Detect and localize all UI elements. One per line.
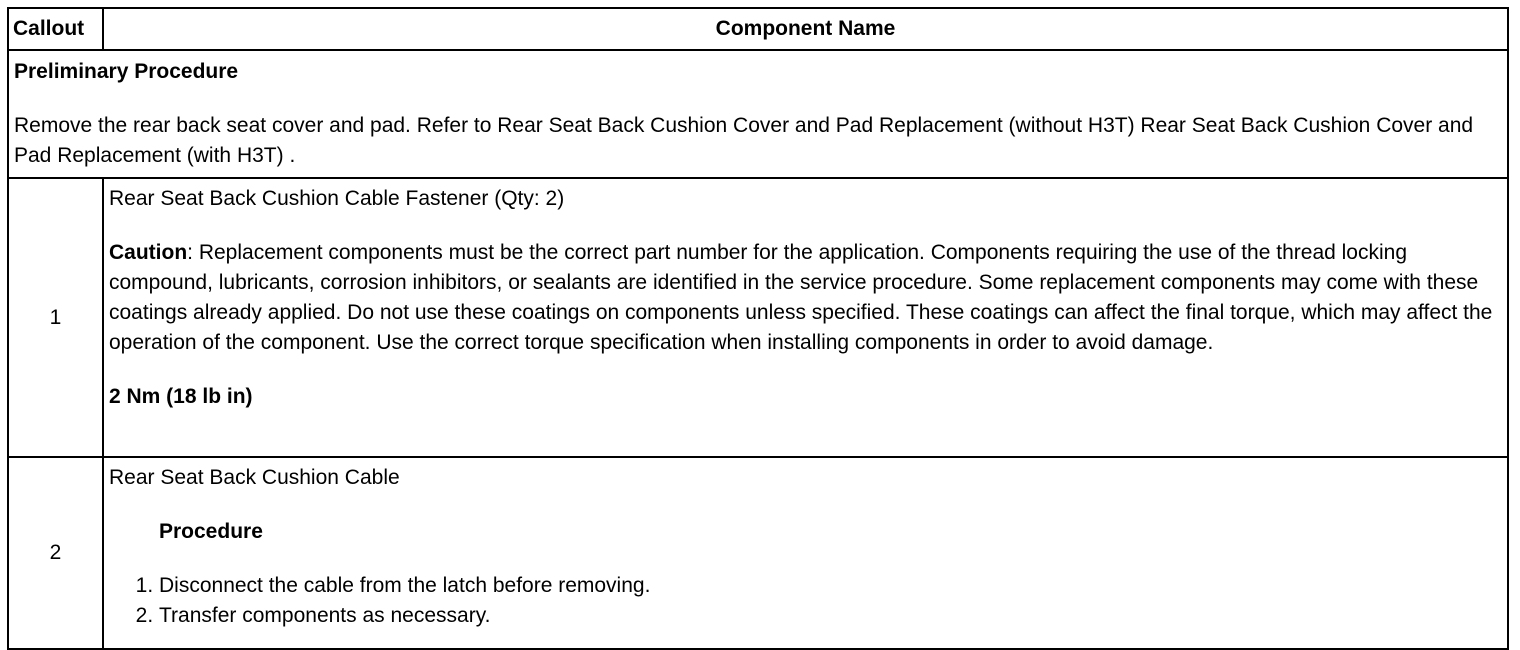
component-cell	[103, 178, 1508, 457]
callout-number: 2	[8, 457, 103, 649]
preliminary-text: Remove the rear back seat cover and pad. Refer to Rear Seat Back Cushion Cover and Pad Replacement (without H3T) Rear Seat Back Cushion Cover and Pad Replacement (with H3T) .	[14, 114, 1474, 167]
table-row	[8, 457, 1508, 649]
component-cell	[103, 457, 1508, 649]
list-item: 2. Transfer components as necessary.	[159, 601, 1499, 631]
procedure-steps	[109, 571, 1499, 631]
preliminary-cell	[8, 50, 1508, 178]
table-row	[8, 178, 1508, 457]
list-item: 1. Disconnect the cable from the latch before removing.	[159, 571, 1499, 601]
torque-spec: 2 Nm (18 lb in)	[109, 385, 253, 408]
service-procedure-table	[7, 7, 1509, 650]
callout-header: Callout	[8, 8, 103, 50]
component-name: Rear Seat Back Cushion Cable	[109, 466, 400, 489]
header-row	[8, 8, 1508, 50]
component-name: Rear Seat Back Cushion Cable Fastener (Qty: 2)	[109, 187, 565, 210]
preliminary-row	[8, 50, 1508, 178]
caution-note	[109, 238, 1499, 358]
caution-text: : Replacement components must be the correct part number for the application. Components requiring the use of the thread locking compound, lubricants, corrosion inhibitors, or sealants are identified in the service procedure. Some replacement components may come with these coatings already applied. Do not use these coatings on components unless specified. These coatings can affect the final torque, which may affect the operation of the component. Use the correct torque specification when installing components in order to avoid damage.	[109, 241, 1493, 354]
caution-label: Caution	[109, 241, 188, 264]
procedure-title: Procedure	[159, 520, 263, 543]
component-name-header: Component Name	[103, 8, 1508, 50]
preliminary-title: Preliminary Procedure	[14, 60, 239, 83]
callout-number: 1	[8, 178, 103, 457]
